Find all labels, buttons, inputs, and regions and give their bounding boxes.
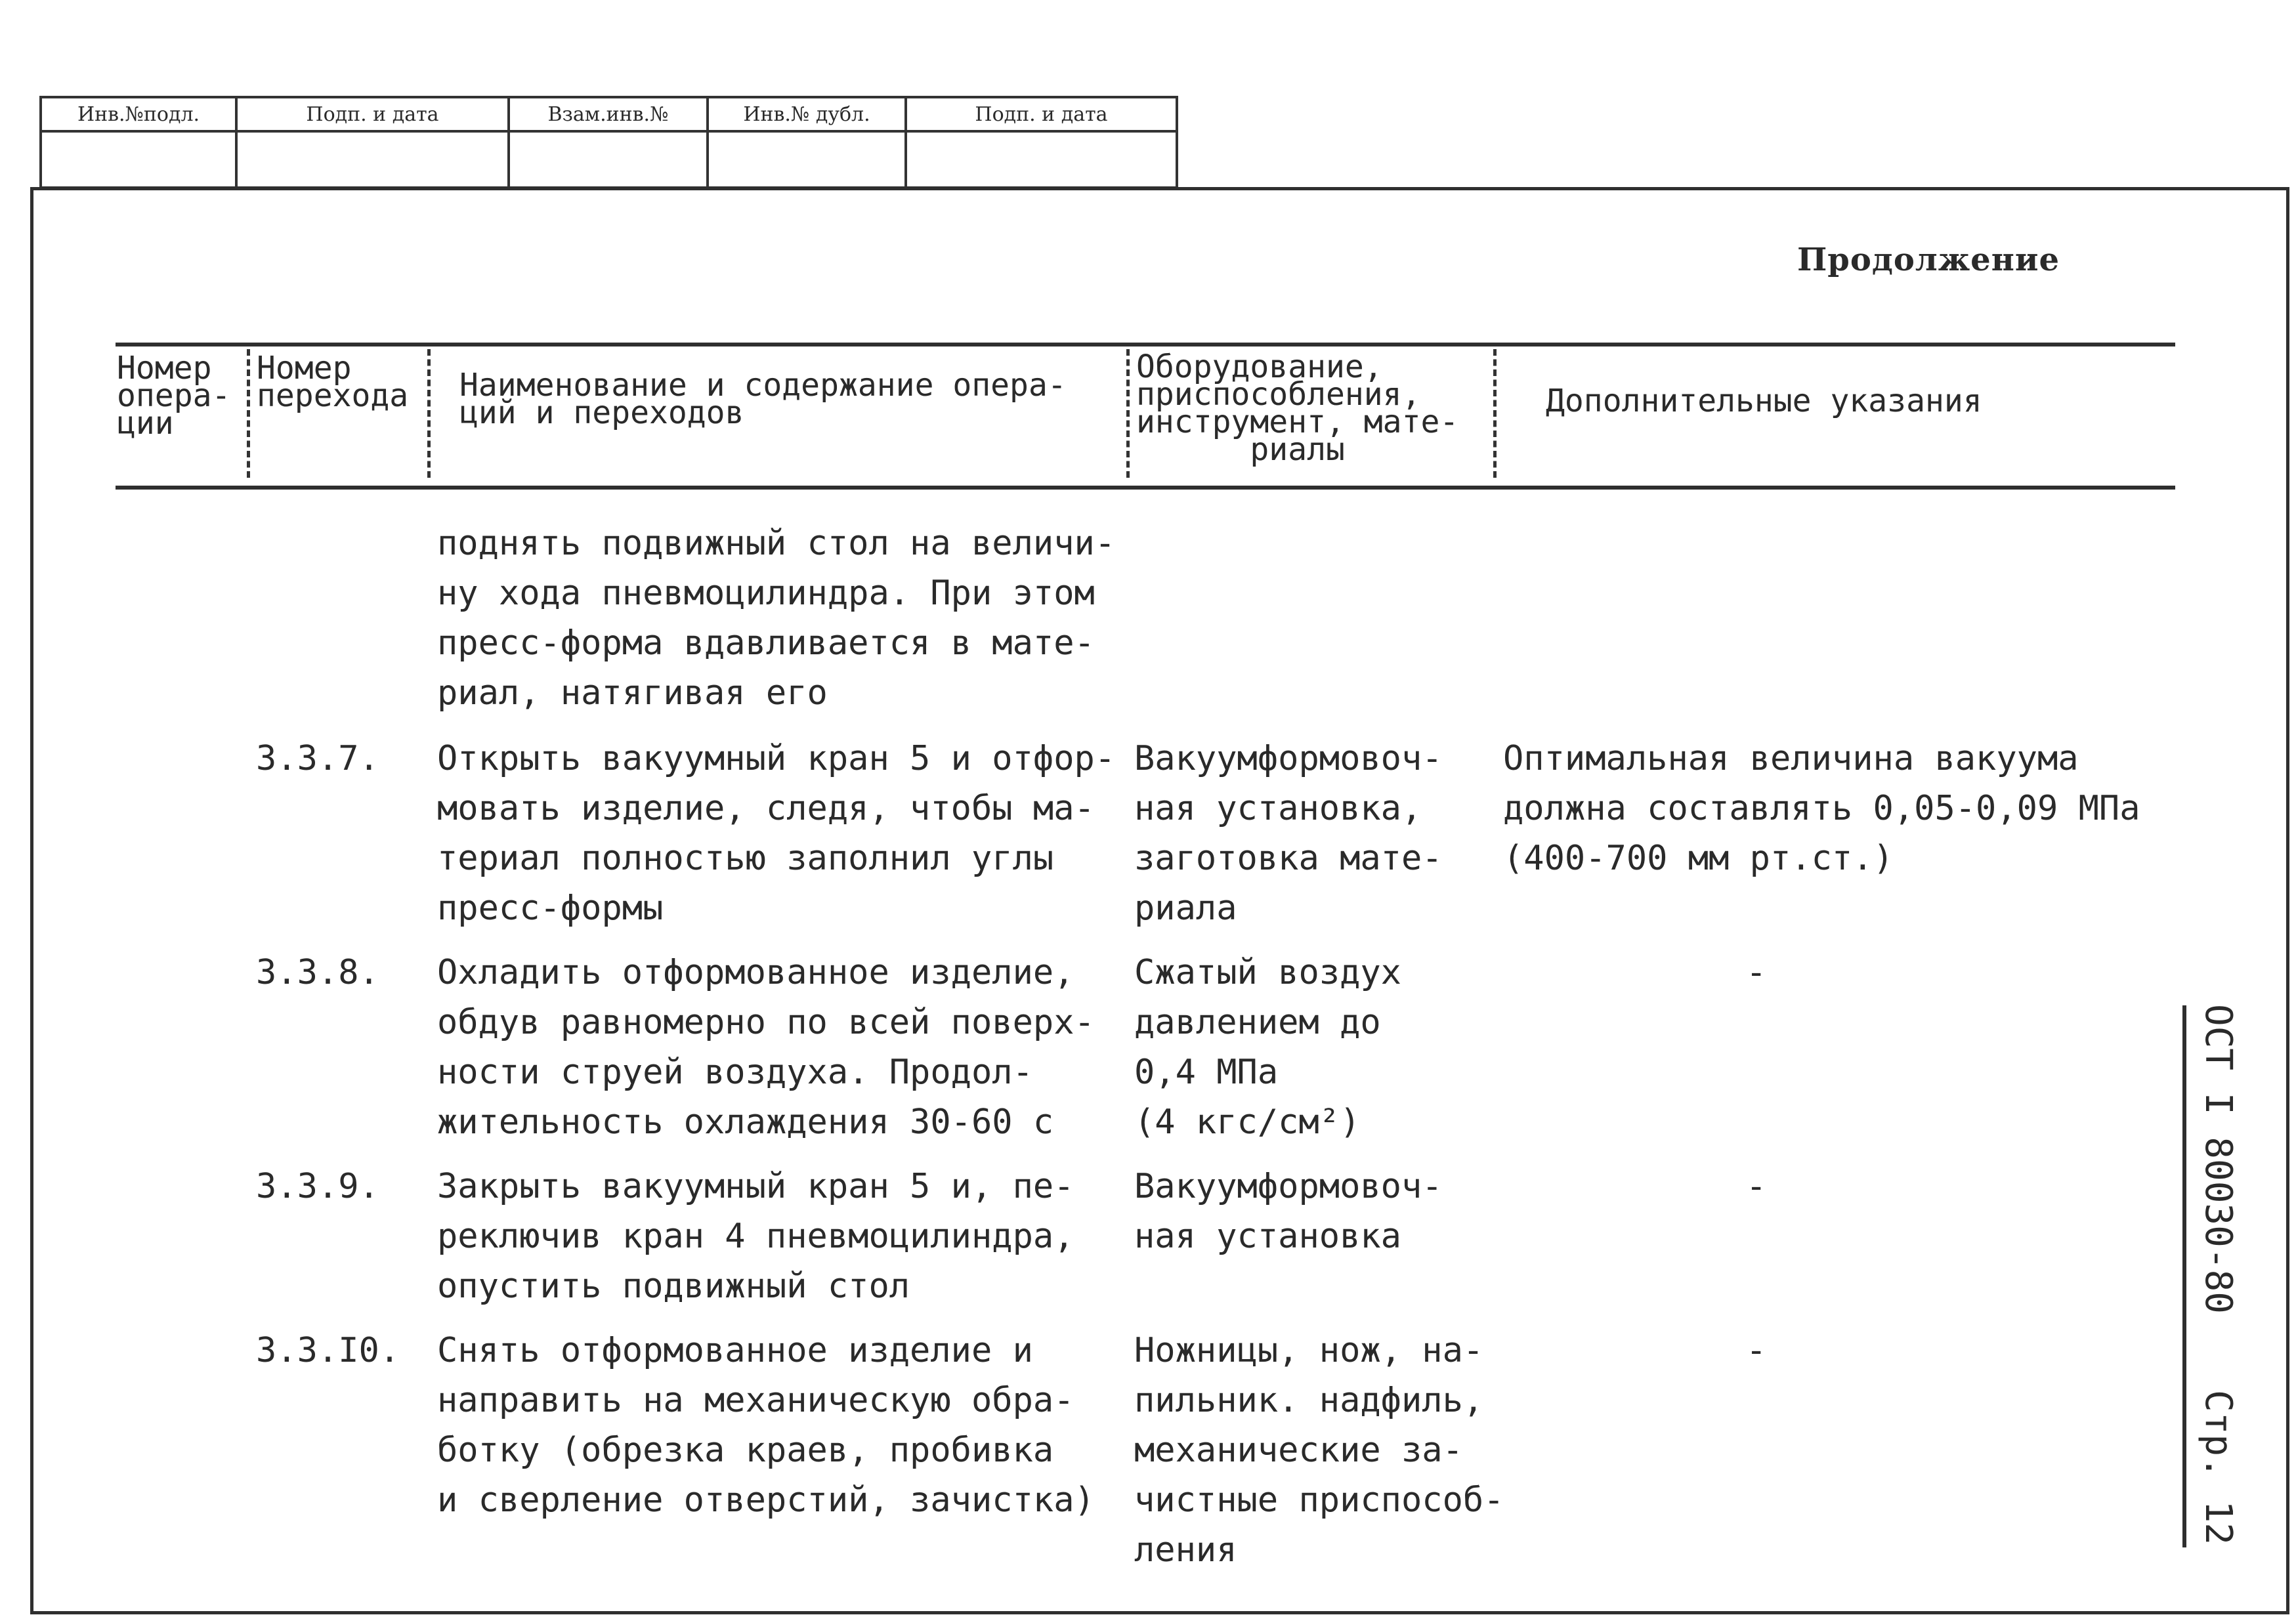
stamp-label: Взам.инв.№ <box>510 98 706 133</box>
doc-id: ОСТ I 80030-80 <box>2197 1004 2240 1314</box>
row-content: Закрыть вакуумный кран 5 и, пе- реключив кран 4 пневмоцилиндра, опустить подвижный стол <box>437 1167 1074 1306</box>
stamp-cell-inv-podl <box>42 98 238 186</box>
row-step-number: 3.3.I0. <box>256 1331 400 1370</box>
header-divider <box>1126 349 1130 478</box>
col-header-operation: Номер опера- ции <box>117 350 231 442</box>
stamp-cell-sign-date-2 <box>907 98 1176 186</box>
row-notes: - <box>1746 1331 1767 1370</box>
header-divider <box>1493 349 1497 478</box>
stamp-cell-inv-dubl <box>709 98 907 186</box>
col-header-content: Наименование и содержание опера- ций и переходов <box>459 367 1067 431</box>
registration-stamp <box>39 96 1178 189</box>
col-header-step: Номер перехода <box>257 350 409 414</box>
row-content: Открыть вакуумный кран 5 и отфор- мовать изделие, следя, чтобы ма- териал полностью заполнил углы пресс-формы <box>437 739 1116 928</box>
row-equipment: Ножницы, нож, на- пильник. надфиль, механические за- чистные приспособ- ления <box>1134 1331 1504 1570</box>
header-top-rule <box>116 343 2175 346</box>
stamp-cell-vzam-inv <box>510 98 709 186</box>
stamp-label: Инв.№подл. <box>42 98 235 133</box>
header-bottom-rule <box>116 486 2175 490</box>
row-content: Снять отформованное изделие и направить на механическую обра- ботку (обрезка краев, пробивка и сверление отверстий, зачистка) <box>437 1331 1095 1520</box>
page-number: Стр. 12 <box>2197 1390 2240 1545</box>
row-equipment: Вакуумформовоч- ная установка, заготовка мате- риала <box>1134 739 1443 928</box>
row-step-number: 3.3.8. <box>256 953 379 992</box>
stamp-label: Подп. и дата <box>238 98 507 133</box>
col-header-notes: Дополнительные указания <box>1546 383 1982 419</box>
stamp-label: Подп. и дата <box>907 98 1176 133</box>
col-header-equipment: Оборудование, приспособления, инструмент, мате- риалы <box>1136 348 1459 468</box>
row-equipment: Сжатый воздух давлением до 0,4 МПа (4 кгс/см²) <box>1134 953 1401 1142</box>
stamp-label: Инв.№ дубл. <box>709 98 904 133</box>
row-notes: Оптимальная величина вакуума должна составлять 0,05-0,09 МПа (400-700 мм рт.ст.) <box>1503 739 2140 878</box>
margin-rule <box>2182 1005 2186 1547</box>
row-equipment: Вакуумформовоч- ная установка <box>1134 1167 1443 1256</box>
row-notes: - <box>1746 953 1767 992</box>
row-step-number: 3.3.7. <box>256 739 379 778</box>
continuation-label: Продолжение <box>1796 242 2060 278</box>
stamp-cell-sign-date <box>238 98 510 186</box>
row-content: поднять подвижный стол на величи- ну хода пневмоцилиндра. При этом пресс-форма вдавливается в мате- риал, натягивая его <box>437 524 1116 713</box>
header-divider <box>427 349 431 478</box>
row-notes: - <box>1746 1167 1767 1206</box>
header-divider <box>247 349 250 478</box>
row-content: Охладить отформованное изделие, обдув равномерно по всей поверх- ности струей воздуха. Продол- жительность охлаждения 30-60 с <box>437 953 1095 1142</box>
row-step-number: 3.3.9. <box>256 1167 379 1206</box>
